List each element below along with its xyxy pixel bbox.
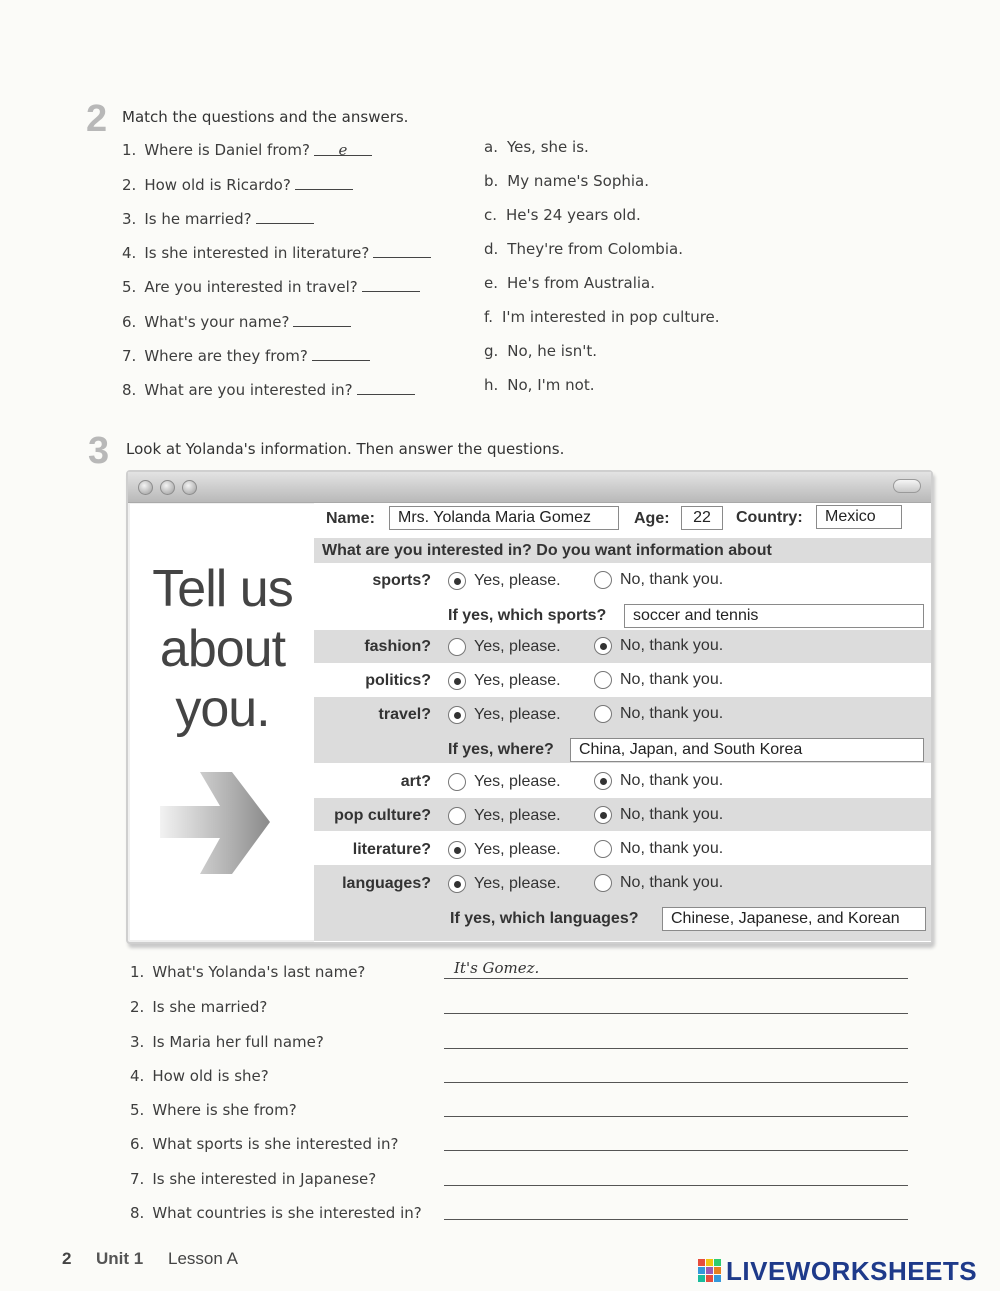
question-number: 6.: [130, 1135, 145, 1153]
answer-text: I'm interested in pop culture.: [501, 308, 720, 326]
question-text: Are you interested in travel?: [144, 278, 358, 296]
section-2-instruction: Match the questions and the answers.: [122, 108, 409, 126]
answer-letter: b.: [484, 172, 499, 190]
radio-no-languages[interactable]: [594, 874, 612, 892]
answer-blank[interactable]: [295, 175, 353, 190]
radio-no-fashion[interactable]: [594, 637, 612, 655]
question-number: 8.: [122, 381, 137, 399]
answer-question: [130, 1067, 269, 1085]
question-number: 3.: [122, 210, 137, 228]
radio-yes-languages[interactable]: [448, 875, 466, 893]
radio-yes-popculture[interactable]: [448, 807, 466, 825]
answer-question: [130, 1135, 398, 1153]
question-text: Is he married?: [144, 210, 252, 228]
radio-no-popculture[interactable]: [594, 806, 612, 824]
topic-label-literature: literature?: [352, 841, 431, 858]
match-question: [122, 209, 314, 228]
answer-letter: c.: [484, 206, 498, 224]
answer-text: They're from Colombia.: [507, 240, 683, 258]
topic-label-art: art?: [400, 773, 431, 790]
radio-yes-fashion[interactable]: [448, 638, 466, 656]
page-number: 2: [62, 1249, 72, 1268]
answer-text: No, he isn't.: [507, 342, 597, 360]
yes-please-label: Yes, please.: [474, 638, 561, 655]
radio-yes-politics[interactable]: [448, 672, 466, 690]
profile-form-window: [126, 470, 933, 944]
question-number: 5.: [130, 1101, 145, 1119]
question-text: How old is she?: [152, 1067, 269, 1085]
question-text: Is Maria her full name?: [152, 1033, 324, 1051]
country-field[interactable]: Mexico: [816, 505, 902, 529]
question-number: 4.: [130, 1067, 145, 1085]
yes-please-label: Yes, please.: [474, 572, 561, 589]
radio-no-travel[interactable]: [594, 705, 612, 723]
match-question: [122, 380, 415, 399]
radio-yes-literature[interactable]: [448, 841, 466, 859]
radio-yes-travel[interactable]: [448, 706, 466, 724]
answer-question: [130, 1204, 422, 1222]
section-3-number: 3: [88, 430, 110, 472]
interest-form: [314, 503, 931, 942]
match-question: [122, 346, 370, 365]
answer-letter: a.: [484, 138, 498, 156]
yes-please-label: Yes, please.: [474, 841, 561, 858]
question-number: 2.: [122, 176, 137, 194]
match-answer: [484, 376, 594, 394]
window-toolbar-toggle[interactable]: [893, 479, 921, 493]
answer-question: [130, 1101, 297, 1119]
answer-question: [130, 1033, 324, 1051]
topic-label-languages: languages?: [342, 875, 431, 892]
followup-label: If yes, which sports?: [448, 607, 607, 624]
no-thank-you-label: No, thank you.: [620, 772, 724, 789]
answer-line[interactable]: [444, 1166, 908, 1186]
question-text: Where is she from?: [152, 1101, 297, 1119]
question-text: Where are they from?: [144, 347, 308, 365]
radio-yes-sports[interactable]: [448, 572, 466, 590]
interest-header: What are you interested in? Do you want information about: [322, 542, 772, 559]
answer-line[interactable]: It's Gomez.: [444, 959, 908, 979]
answer-question: [130, 1170, 376, 1188]
answer-text: He's 24 years old.: [506, 206, 641, 224]
question-text: Where is Daniel from?: [144, 141, 310, 159]
window-titlebar: [128, 472, 931, 503]
yes-please-label: Yes, please.: [474, 807, 561, 824]
panel-text-line-3: you.: [175, 680, 270, 738]
arrow-right-icon: [160, 754, 290, 894]
answer-text: Yes, she is.: [506, 138, 589, 156]
question-text: How old is Ricardo?: [144, 176, 291, 194]
answer-blank[interactable]: [312, 346, 370, 361]
question-text: What's Yolanda's last name?: [152, 963, 366, 981]
match-answer: [484, 274, 655, 292]
radio-no-art[interactable]: [594, 772, 612, 790]
question-number: 1.: [130, 963, 145, 981]
answer-line[interactable]: [444, 1131, 908, 1151]
match-answer: [484, 308, 720, 326]
yes-please-label: Yes, please.: [474, 875, 561, 892]
answer-letter: h.: [484, 376, 499, 394]
followup-field[interactable]: Chinese, Japanese, and Korean: [662, 907, 926, 931]
question-text: What's your name?: [144, 313, 290, 331]
answer-letter: g.: [484, 342, 499, 360]
name-field[interactable]: Mrs. Yolanda Maria Gomez: [389, 506, 619, 530]
answer-blank[interactable]: [357, 380, 415, 395]
question-number: 5.: [122, 278, 137, 296]
topic-label-fashion: fashion?: [364, 638, 431, 655]
country-label: Country:: [736, 509, 803, 526]
yes-please-label: Yes, please.: [474, 706, 561, 723]
answer-text: He's from Australia.: [507, 274, 656, 292]
section-3-instruction: Look at Yolanda's information. Then answer the questions.: [126, 440, 565, 458]
window-button-minimize[interactable]: [160, 480, 175, 495]
answer-letter: d.: [484, 240, 499, 258]
answer-letter: e.: [484, 274, 498, 292]
question-text: Is she married?: [152, 998, 268, 1016]
answer-blank[interactable]: [373, 243, 431, 258]
yes-please-label: Yes, please.: [474, 672, 561, 689]
match-answer: [484, 240, 683, 258]
answer-blank[interactable]: [362, 277, 420, 292]
match-question: [122, 277, 420, 296]
question-number: 3.: [130, 1033, 145, 1051]
question-number: 2.: [130, 998, 145, 1016]
question-text: Is she interested in Japanese?: [152, 1170, 377, 1188]
radio-yes-art[interactable]: [448, 773, 466, 791]
lesson-label: Lesson A: [168, 1249, 238, 1268]
no-thank-you-label: No, thank you.: [620, 840, 724, 857]
followup-field[interactable]: China, Japan, and South Korea: [570, 738, 924, 762]
match-answer: [484, 172, 649, 190]
panel-text-line-2: about: [159, 620, 286, 678]
question-text: What sports is she interested in?: [152, 1135, 399, 1153]
answer-line[interactable]: [444, 1029, 908, 1049]
yes-please-label: Yes, please.: [474, 773, 561, 790]
topic-label-sports: sports?: [372, 572, 431, 589]
topic-label-travel: travel?: [378, 706, 431, 723]
followup-label: If yes, where?: [448, 741, 554, 758]
topic-label-popculture: pop culture?: [334, 807, 431, 824]
window-button-zoom[interactable]: [182, 480, 197, 495]
unit-label: Unit 1: [96, 1249, 144, 1268]
answer-line[interactable]: [444, 1063, 908, 1083]
name-label: Name:: [326, 510, 375, 527]
answer-text: No, I'm not.: [507, 376, 595, 394]
answer-blank[interactable]: [293, 312, 351, 327]
answer-line[interactable]: [444, 1097, 908, 1117]
intro-panel: [130, 504, 315, 940]
liveworksheets-logo-icon: [698, 1259, 722, 1283]
age-field[interactable]: 22: [681, 506, 723, 530]
answer-text: My name's Sophia.: [507, 172, 649, 190]
radio-no-sports[interactable]: [594, 571, 612, 589]
topic-label-politics: politics?: [365, 672, 431, 689]
question-text: What countries is she interested in?: [152, 1204, 422, 1222]
no-thank-you-label: No, thank you.: [620, 637, 724, 654]
question-number: 7.: [130, 1170, 145, 1188]
answer-letter: f.: [484, 308, 493, 326]
question-number: 7.: [122, 347, 137, 365]
question-text: What are you interested in?: [144, 381, 353, 399]
question-text: Is she interested in literature?: [144, 244, 370, 262]
match-question: [122, 312, 351, 331]
answer-line[interactable]: [444, 994, 908, 1014]
match-question: [122, 141, 372, 159]
liveworksheets-brand: LIVEWORKSHEETS: [726, 1256, 978, 1286]
followup-label: If yes, which languages?: [450, 910, 639, 927]
radio-no-literature[interactable]: [594, 840, 612, 858]
answer-blank[interactable]: [256, 209, 314, 224]
question-number: 6.: [122, 313, 137, 331]
answer-blank[interactable]: e: [314, 141, 372, 156]
no-thank-you-label: No, thank you.: [620, 671, 724, 688]
question-number: 8.: [130, 1204, 145, 1222]
answer-line[interactable]: [444, 1200, 908, 1220]
answer-question: [130, 998, 267, 1016]
panel-text-line-1: Tell us: [152, 560, 293, 618]
no-thank-you-label: No, thank you.: [620, 705, 724, 722]
no-thank-you-label: No, thank you.: [620, 806, 724, 823]
match-question: [122, 175, 353, 194]
match-answer: [484, 206, 641, 224]
answer-question: [130, 963, 365, 981]
question-number: 1.: [122, 141, 137, 159]
match-question: [122, 243, 431, 262]
radio-no-politics[interactable]: [594, 671, 612, 689]
match-answer: [484, 138, 589, 156]
no-thank-you-label: No, thank you.: [620, 874, 724, 891]
no-thank-you-label: No, thank you.: [620, 571, 724, 588]
section-2-number: 2: [86, 98, 108, 140]
question-number: 4.: [122, 244, 137, 262]
match-answer: [484, 342, 597, 360]
followup-field[interactable]: soccer and tennis: [624, 604, 924, 628]
age-label: Age:: [634, 510, 670, 527]
window-button-close[interactable]: [138, 480, 153, 495]
